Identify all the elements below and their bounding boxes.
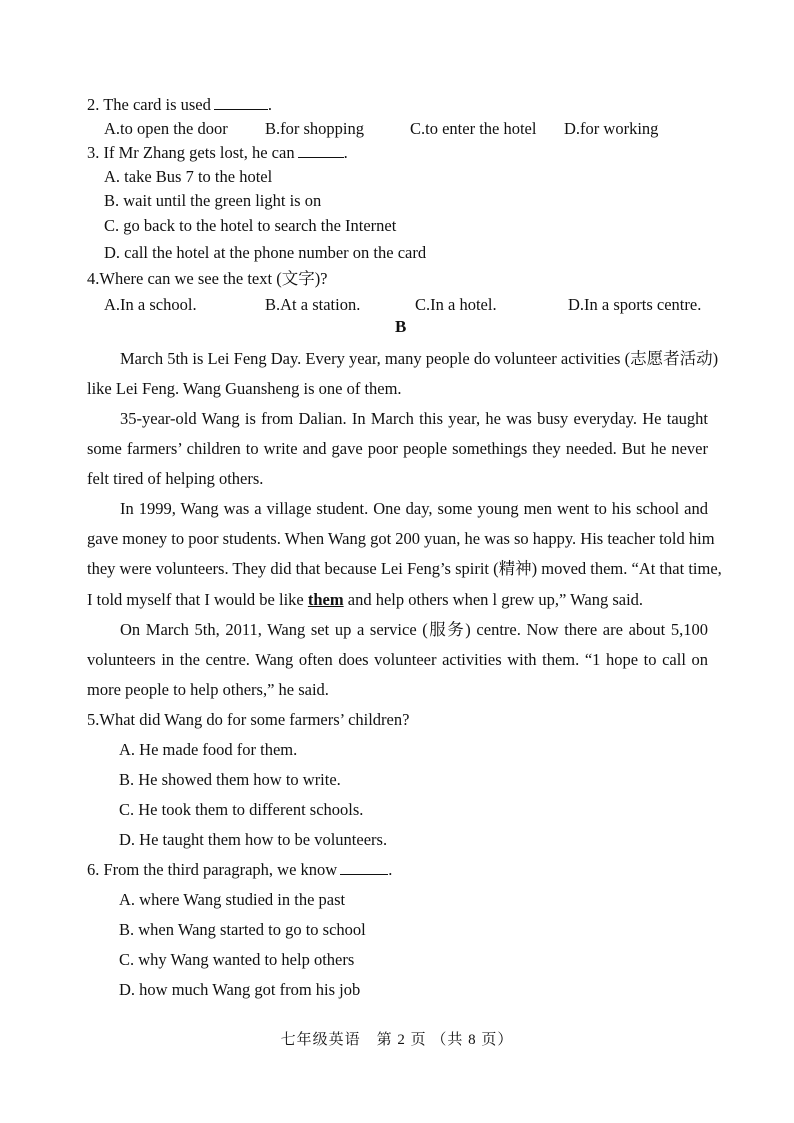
page-footer: 七年级英语 第 2 页 （共 8 页） <box>280 1032 514 1048</box>
question-5-option-c: C. He took them to different schools. <box>119 800 364 819</box>
paragraph-3-line-3: they were volunteers. They did that because Lei Feng’s spirit (精神) moved them. “At that time, <box>87 559 722 578</box>
paragraph-2-line-2: some farmers’ children to write and gave poor people somethings they needed. But he never <box>87 439 708 458</box>
question-3-option-c: C. go back to the hotel to search the Internet <box>104 216 397 235</box>
question-2-option-a: A.to open the door <box>104 119 228 138</box>
answer-blank <box>214 95 268 110</box>
paragraph-2-line-1: 35-year-old Wang is from Dalian. In March this year, he was busy everyday. He taught <box>120 409 708 428</box>
question-6-option-d: D. how much Wang got from his job <box>119 980 361 999</box>
question-3-stem <box>87 143 348 163</box>
underlined-word: them <box>307 590 344 609</box>
paragraph-1-line-2: like Lei Feng. Wang Guansheng is one of them. <box>87 379 402 398</box>
question-4-option-b: B.At a station. <box>265 295 361 314</box>
section-title: B <box>395 317 407 336</box>
paragraph-2-line-3: felt tired of helping others. <box>87 469 264 488</box>
question-2-stem <box>87 95 272 115</box>
text-segment: I told myself that I would be like <box>87 590 308 609</box>
question-6-option-c: C. why Wang wanted to help others <box>119 950 355 969</box>
question-2-option-c: C.to enter the hotel <box>410 119 537 138</box>
question-5-option-d: D. He taught them how to be volunteers. <box>119 830 388 849</box>
question-3-option-b: B. wait until the green light is on <box>104 191 322 210</box>
question-6-stem <box>87 860 392 880</box>
paragraph-3-line-2: gave money to poor students. When Wang got 200 yuan, he was so happy. His teacher told him <box>87 529 715 548</box>
answer-blank <box>340 860 388 875</box>
question-5-option-a: A. He made food for them. <box>119 740 298 759</box>
question-5-stem: 5.What did Wang do for some farmers’ children? <box>87 710 410 729</box>
question-4-option-a: A.In a school. <box>104 295 197 314</box>
text-segment: and help others when l grew up,” Wang said. <box>343 590 644 609</box>
question-3-text: 3. If Mr Zhang gets lost, he can <box>87 143 295 162</box>
paragraph-3-line-4 <box>87 590 643 610</box>
period: . <box>388 860 393 879</box>
question-5-option-b: B. He showed them how to write. <box>119 770 341 789</box>
period: . <box>267 95 272 114</box>
question-4-stem: 4.Where can we see the text (文字)? <box>87 269 328 288</box>
paragraph-4-line-1: On March 5th, 2011, Wang set up a service (服务) centre. Now there are about 5,100 <box>120 620 708 639</box>
question-2-option-b: B.for shopping <box>265 119 364 138</box>
question-2-text: 2. The card is used <box>87 95 211 114</box>
paragraph-4-line-3: more people to help others,” he said. <box>87 680 329 699</box>
question-6-text: 6. From the third paragraph, we know <box>87 860 338 879</box>
question-2-option-d: D.for working <box>564 119 659 138</box>
paragraph-4-line-2: volunteers in the centre. Wang often does volunteer activities with them. “1 hope to call on <box>87 650 708 669</box>
question-6-option-b: B. when Wang started to go to school <box>119 920 366 939</box>
period: . <box>343 143 348 162</box>
question-4-option-c: C.In a hotel. <box>415 295 497 314</box>
question-4-option-d: D.In a sports centre. <box>568 295 702 314</box>
question-3-option-a: A. take Bus 7 to the hotel <box>104 167 273 186</box>
paragraph-3-line-1: In 1999, Wang was a village student. One day, some young men went to his school and <box>120 499 708 518</box>
question-6-option-a: A. where Wang studied in the past <box>119 890 346 909</box>
answer-blank <box>298 143 344 158</box>
paragraph-1-line-1: March 5th is Lei Feng Day. Every year, many people do volunteer activities (志愿者活动) <box>120 349 719 368</box>
question-3-option-d: D. call the hotel at the phone number on the card <box>104 243 427 262</box>
